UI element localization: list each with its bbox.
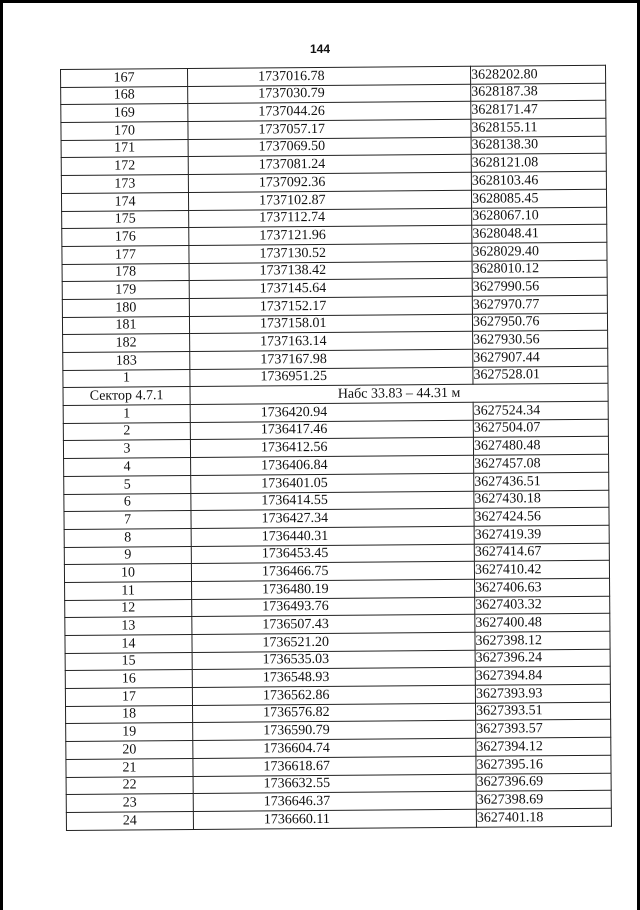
- point-number-cell: 176: [62, 228, 189, 247]
- y-coordinate-cell: 3627414.67: [474, 543, 609, 562]
- y-coordinate-cell: 3627396.69: [476, 773, 611, 792]
- point-number-cell: 175: [62, 210, 189, 229]
- x-coordinate-cell: 1736535.03: [192, 650, 475, 670]
- x-coordinate-cell: 1737081.24: [188, 155, 471, 175]
- y-coordinate-cell: 3627403.32: [475, 596, 610, 615]
- x-coordinate-cell: 1737130.52: [189, 243, 472, 263]
- y-coordinate-cell: 3627393.51: [475, 702, 610, 721]
- x-coordinate-cell: 1736466.75: [191, 562, 474, 582]
- point-number-cell: 7: [64, 511, 191, 530]
- y-coordinate-cell: 3627398.12: [475, 631, 610, 650]
- y-coordinate-cell: 3628202.80: [470, 65, 605, 84]
- y-coordinate-cell: 3628121.08: [471, 154, 606, 173]
- x-coordinate-cell: 1736420.94: [190, 402, 473, 422]
- point-number-cell: 181: [62, 316, 189, 335]
- x-coordinate-cell: 1736951.25: [190, 367, 473, 387]
- point-number-cell: 19: [66, 723, 193, 742]
- x-coordinate-cell: 1736646.37: [193, 791, 476, 811]
- y-coordinate-cell: 3627950.76: [472, 313, 607, 332]
- y-coordinate-cell: 3628029.40: [472, 242, 607, 261]
- y-coordinate-cell: 3627419.39: [474, 525, 609, 544]
- point-number-cell: 14: [65, 634, 192, 653]
- point-number-cell: 173: [61, 175, 188, 194]
- x-coordinate-cell: 1736453.45: [191, 544, 474, 564]
- point-number-cell: 16: [65, 670, 192, 689]
- point-number-cell: 12: [65, 599, 192, 618]
- x-coordinate-cell: 1737167.98: [190, 349, 473, 369]
- y-coordinate-cell: 3628048.41: [472, 224, 607, 243]
- point-number-cell: 180: [62, 298, 189, 317]
- point-number-cell: 169: [61, 104, 188, 123]
- page-number: 144: [309, 42, 331, 56]
- y-coordinate-cell: 3627406.63: [475, 578, 610, 597]
- x-coordinate-cell: 1736562.86: [192, 685, 475, 705]
- y-coordinate-cell: 3627394.84: [475, 667, 610, 686]
- y-coordinate-cell: 3627394.12: [476, 737, 611, 756]
- y-coordinate-cell: 3627401.18: [476, 808, 611, 827]
- y-coordinate-cell: 3627398.69: [476, 790, 611, 809]
- x-coordinate-cell: 1736412.56: [190, 438, 473, 458]
- y-coordinate-cell: 3627970.77: [472, 295, 607, 314]
- coordinates-table-body-lower: [63, 401, 611, 830]
- y-coordinate-cell: 3627907.44: [473, 348, 608, 367]
- x-coordinate-cell: 1736480.19: [192, 579, 475, 599]
- x-coordinate-cell: 1737145.64: [189, 279, 472, 299]
- y-coordinate-cell: 3627395.16: [476, 755, 611, 774]
- point-number-cell: 2: [63, 422, 190, 441]
- point-number-cell: 4: [64, 458, 191, 477]
- point-number-cell: 23: [66, 794, 193, 813]
- point-number-cell: 15: [65, 652, 192, 671]
- point-number-cell: 22: [66, 776, 193, 795]
- x-coordinate-cell: 1736521.20: [192, 632, 475, 652]
- x-coordinate-cell: 1736590.79: [193, 721, 476, 741]
- point-number-cell: 17: [65, 688, 192, 707]
- y-coordinate-cell: 3627436.51: [474, 472, 609, 491]
- x-coordinate-cell: 1736417.46: [190, 420, 473, 440]
- x-coordinate-cell: 1737121.96: [189, 225, 472, 245]
- x-coordinate-cell: 1736660.11: [193, 809, 476, 829]
- y-coordinate-cell: 3628155.11: [471, 118, 606, 137]
- table-row: [66, 808, 611, 830]
- scan-border-left: [0, 0, 3, 910]
- point-number-cell: 172: [61, 157, 188, 176]
- y-coordinate-cell: 3627400.48: [475, 614, 610, 633]
- y-coordinate-cell: 3627504.07: [473, 419, 608, 438]
- scan-border-top: [0, 0, 640, 3]
- x-coordinate-cell: 1737016.78: [188, 66, 471, 86]
- x-coordinate-cell: 1736618.67: [193, 756, 476, 776]
- point-number-cell: 21: [66, 758, 193, 777]
- y-coordinate-cell: 3628138.30: [471, 136, 606, 155]
- x-coordinate-cell: 1736401.05: [191, 473, 474, 493]
- point-number-cell: 6: [64, 493, 191, 512]
- y-coordinate-cell: 3628067.10: [472, 207, 607, 226]
- point-number-cell: 174: [61, 192, 188, 211]
- point-number-cell: 3: [63, 440, 190, 459]
- x-coordinate-cell: 1737102.87: [188, 190, 471, 210]
- y-coordinate-cell: 3628085.45: [471, 189, 606, 208]
- y-coordinate-cell: 3628103.46: [471, 171, 606, 190]
- coordinates-table-body-upper: [61, 65, 608, 388]
- point-number-cell: 179: [62, 281, 189, 300]
- sector-label: Сектор 4.7.1: [63, 387, 190, 406]
- y-coordinate-cell: 3628171.47: [471, 101, 606, 120]
- point-number-cell: 171: [61, 139, 188, 158]
- x-coordinate-cell: 1736548.93: [192, 668, 475, 688]
- x-coordinate-cell: 1737044.26: [188, 102, 471, 122]
- x-coordinate-cell: 1737158.01: [189, 314, 472, 334]
- x-coordinate-cell: 1736507.43: [192, 615, 475, 635]
- point-number-cell: 8: [64, 528, 191, 547]
- x-coordinate-cell: 1737163.14: [190, 332, 473, 352]
- point-number-cell: 18: [66, 705, 193, 724]
- x-coordinate-cell: 1736632.55: [193, 774, 476, 794]
- y-coordinate-cell: 3627930.56: [473, 331, 608, 350]
- point-number-cell: 168: [61, 86, 188, 105]
- y-coordinate-cell: 3627393.57: [476, 720, 611, 739]
- x-coordinate-cell: 1737138.42: [189, 261, 472, 281]
- x-coordinate-cell: 1737030.79: [188, 84, 471, 104]
- y-coordinate-cell: 3627430.18: [474, 490, 609, 509]
- point-number-cell: 13: [65, 617, 192, 636]
- x-coordinate-cell: 1736440.31: [191, 526, 474, 546]
- point-number-cell: 11: [65, 581, 192, 600]
- point-number-cell: 178: [62, 263, 189, 282]
- y-coordinate-cell: 3627480.48: [473, 437, 608, 456]
- y-coordinate-cell: 3627990.56: [472, 277, 607, 296]
- point-number-cell: 10: [64, 564, 191, 583]
- point-number-cell: 182: [63, 334, 190, 353]
- x-coordinate-cell: 1736427.34: [191, 508, 474, 528]
- y-coordinate-cell: 3627528.01: [473, 366, 608, 385]
- sector-height-range: Набс 33.83 – 44.31 м: [190, 384, 608, 405]
- y-coordinate-cell: 3628187.38: [471, 83, 606, 102]
- x-coordinate-cell: 1737092.36: [188, 172, 471, 192]
- x-coordinate-cell: 1736493.76: [192, 597, 475, 617]
- point-number-cell: 24: [66, 811, 193, 830]
- point-number-cell: 20: [66, 741, 193, 760]
- point-number-cell: 1: [63, 369, 190, 388]
- x-coordinate-cell: 1736406.84: [191, 455, 474, 475]
- x-coordinate-cell: 1737152.17: [189, 296, 472, 316]
- x-coordinate-cell: 1737069.50: [188, 137, 471, 157]
- point-number-cell: 9: [64, 546, 191, 565]
- y-coordinate-cell: 3627457.08: [474, 454, 609, 473]
- y-coordinate-cell: 3627524.34: [473, 401, 608, 420]
- y-coordinate-cell: 3627410.42: [474, 560, 609, 579]
- point-number-cell: 167: [61, 68, 188, 87]
- x-coordinate-cell: 1736576.82: [193, 703, 476, 723]
- y-coordinate-cell: 3628010.12: [472, 260, 607, 279]
- point-number-cell: 170: [61, 122, 188, 141]
- x-coordinate-cell: 1736604.74: [193, 738, 476, 758]
- x-coordinate-cell: 1736414.55: [191, 491, 474, 511]
- point-number-cell: 183: [63, 351, 190, 370]
- coordinates-table: [60, 65, 612, 831]
- x-coordinate-cell: 1737057.17: [188, 119, 471, 139]
- point-number-cell: 5: [64, 475, 191, 494]
- x-coordinate-cell: 1737112.74: [189, 208, 472, 228]
- y-coordinate-cell: 3627424.56: [474, 507, 609, 526]
- y-coordinate-cell: 3627396.24: [475, 649, 610, 668]
- y-coordinate-cell: 3627393.93: [475, 684, 610, 703]
- point-number-cell: 177: [62, 245, 189, 264]
- point-number-cell: 1: [63, 405, 190, 424]
